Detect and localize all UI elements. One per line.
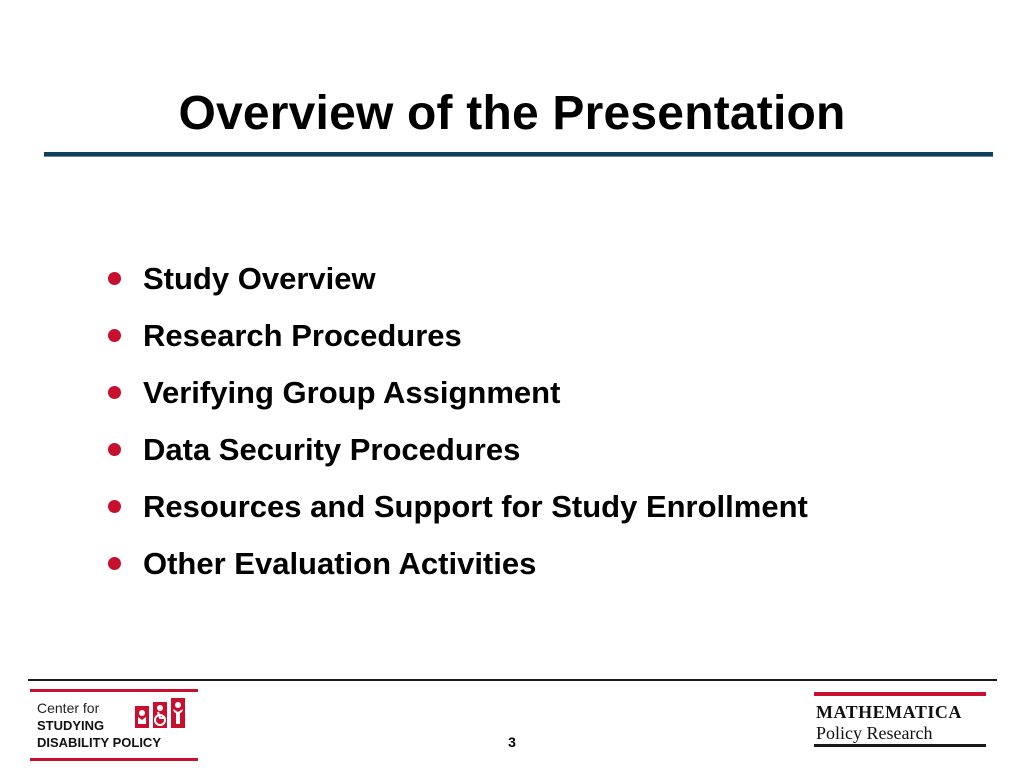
slide-title: Overview of the Presentation <box>178 87 846 140</box>
bullet-item <box>108 307 808 364</box>
bullet-item <box>108 250 808 307</box>
bullet-dot-icon <box>108 329 121 342</box>
logo-bottom-bar <box>814 744 986 747</box>
bullet-text: Research Procedures <box>143 317 462 353</box>
bullet-item <box>108 535 808 592</box>
page-number: 3 <box>508 734 516 750</box>
mathematica-logo <box>814 692 990 750</box>
bullet-item <box>108 364 808 421</box>
cdp-logo <box>30 689 198 761</box>
logo-bottom-bar <box>30 758 198 761</box>
bullet-text: Other Evaluation Activities <box>143 545 537 581</box>
bullet-dot-icon <box>108 500 121 513</box>
people-figures-icon <box>134 698 188 730</box>
logo-top-bar <box>30 689 198 692</box>
title-divider <box>44 152 993 157</box>
logo-text-line1: Center for <box>37 700 100 716</box>
bullet-item <box>108 421 808 478</box>
logo-text-line2: Policy Research <box>816 723 933 743</box>
bullet-text: Verifying Group Assignment <box>143 374 561 410</box>
bullet-text: Resources and Support for Study Enrollment <box>143 488 808 524</box>
logo-top-bar <box>814 692 986 696</box>
footer-divider <box>28 679 997 681</box>
bullet-text: Study Overview <box>143 260 376 296</box>
bullet-list <box>108 250 808 592</box>
bullet-dot-icon <box>108 386 121 399</box>
bullet-dot-icon <box>108 557 121 570</box>
logo-text-line1: MATHEMATICA <box>816 702 962 722</box>
bullet-text: Data Security Procedures <box>143 431 521 467</box>
bullet-dot-icon <box>108 443 121 456</box>
logo-text-line3: DISABILITY POLICY <box>37 735 161 750</box>
bullet-dot-icon <box>108 272 121 285</box>
bullet-item <box>108 478 808 535</box>
logo-text-line2: STUDYING <box>37 718 105 733</box>
